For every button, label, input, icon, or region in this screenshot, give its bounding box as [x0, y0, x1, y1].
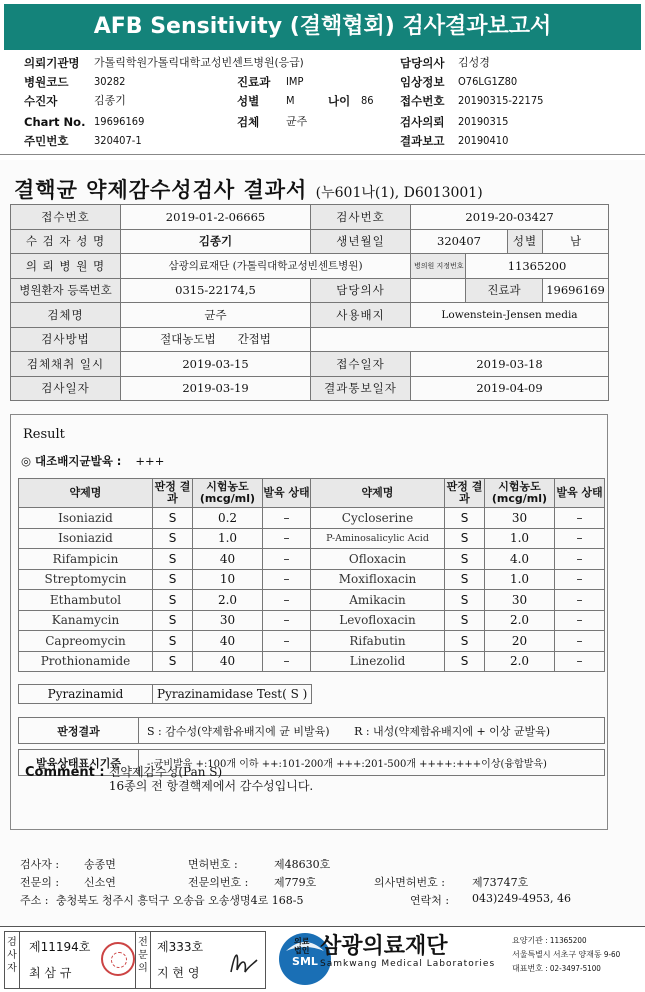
growth-criteria-value: -:균비발육 +:100개 이하 ++:101-200개 +++:201-500개 ++++:+++이상(융합발육) — [139, 750, 605, 776]
hospital-value: 삼광의료재단 (가톨릭대학교성빈센트병원) — [121, 254, 411, 279]
drug-conc-cell: 1.0 — [485, 569, 555, 590]
table-row — [19, 631, 605, 652]
drug-result-cell: S — [153, 528, 193, 549]
drug-result-cell: S — [445, 528, 485, 549]
table-row — [19, 685, 312, 704]
drug-result-cell: S — [153, 508, 193, 529]
hospital-code-value: 30282 — [94, 75, 126, 88]
drug-conc-cell: 30 — [485, 508, 555, 529]
drug-name-cell: Capreomycin — [19, 631, 153, 652]
pyrazinamide-row — [18, 684, 312, 704]
sex-cell-value: 남 — [543, 229, 609, 254]
org-address: 서울특별시 서초구 양재동 9-60 — [512, 950, 621, 959]
drug-name-cell: Rifabutin — [311, 631, 445, 652]
method-value — [121, 327, 311, 352]
drug-table-header — [19, 479, 605, 508]
table-row — [11, 327, 609, 352]
header-info — [24, 54, 634, 150]
drug-growth-cell: – — [555, 631, 605, 652]
contact-value: 043)249-4953, 46 — [472, 892, 571, 905]
report-heading-code: (누601나(1), D6013001) — [315, 185, 483, 201]
drug-conc-cell: 30 — [485, 590, 555, 611]
judge-label: 판정결과 — [19, 718, 139, 744]
receipt-value: 20190315-22175 — [458, 94, 544, 107]
report-date-value: 20190410 — [458, 134, 509, 147]
judge-r: R : 내성(약제함유배지에 + 이상 균발육) — [354, 724, 551, 738]
growth-criteria-label: 발육상태표시기준 — [19, 750, 139, 776]
comment-section — [25, 765, 313, 793]
age-value: 86 — [361, 94, 374, 107]
method-blank — [311, 327, 609, 352]
drug-result-cell: S — [153, 610, 193, 631]
judge-s: S : 감수성(약제함유배지에 균 비발육) — [147, 724, 330, 738]
drug-result-cell: S — [153, 590, 193, 611]
drug-name-cell: Cycloserine — [311, 508, 445, 529]
method-label: 검사방법 — [11, 327, 121, 352]
ssn-value: 320407-1 — [94, 134, 142, 147]
drug-name-cell: Kanamycin — [19, 610, 153, 631]
tested-label: 검사일자 — [11, 376, 121, 401]
comment-text — [109, 765, 313, 793]
notified-label: 결과통보일자 — [311, 376, 411, 401]
dept-cell-value: 19696169 — [543, 278, 609, 303]
drug-name-cell: Moxifloxacin — [311, 569, 445, 590]
drug-result-cell: S — [445, 508, 485, 529]
table-row — [19, 718, 605, 744]
drug-result-cell: S — [445, 631, 485, 652]
table-row — [19, 508, 605, 529]
institution-label: 의뢰기관명 — [24, 56, 80, 70]
institution-value: 가톨릭학원가톨릭대학교성빈센트병원(응급) — [94, 56, 304, 69]
patient-info-table — [10, 204, 609, 401]
clinical-value: O76LG1Z80 — [458, 75, 518, 88]
drug-growth-cell: – — [263, 528, 311, 549]
drug-growth-cell: – — [555, 508, 605, 529]
collect-label: 검체채취 일시 — [11, 352, 121, 377]
drug-result-cell: S — [445, 569, 485, 590]
drug-name-cell: Streptomycin — [19, 569, 153, 590]
drug-growth-cell: – — [263, 651, 311, 672]
signature-icon — [223, 942, 263, 982]
drug-table-body — [19, 508, 605, 672]
signature-box — [4, 931, 266, 989]
drug-result-cell: S — [445, 610, 485, 631]
doctor-label: 담당의사 — [400, 56, 445, 70]
drug-name-cell: Rifampicin — [19, 549, 153, 570]
tested-value: 2019-03-19 — [121, 376, 311, 401]
clinical-label: 임상정보 — [400, 75, 445, 89]
request-label: 검사의뢰 — [400, 115, 445, 129]
request-value: 20190315 — [458, 115, 509, 128]
patient-label: 수진자 — [24, 94, 58, 108]
specialist-box-name: 지 현 영 — [157, 966, 200, 980]
result-label: Result — [23, 427, 65, 442]
header-divider — [0, 154, 645, 155]
doctor-cell-value — [411, 278, 466, 303]
table-row — [19, 590, 605, 611]
doctor-value: 김성경 — [458, 56, 490, 69]
tester-label: 검사자 : — [20, 858, 60, 871]
reg-label: 병원환자 등록번호 — [11, 278, 121, 303]
drug-name-cell: Ethambutol — [19, 590, 153, 611]
drug-conc-cell: 10 — [193, 569, 263, 590]
sex-cell-label: 성별 — [508, 229, 543, 254]
specialist-name: 신소연 — [84, 876, 116, 889]
drug-conc-cell: 2.0 — [485, 651, 555, 672]
drug-conc-cell: 2.0 — [193, 590, 263, 611]
col-result-right: 판정 결과 — [445, 479, 485, 508]
logo-text: SML — [292, 955, 318, 968]
birth-value: 320407 — [411, 229, 508, 254]
drug-conc-cell: 1.0 — [485, 528, 555, 549]
report-heading-text: 결핵균 약제감수성검사 결과서 — [14, 177, 308, 202]
table-row — [19, 549, 605, 570]
org-name: 삼광의료재단 — [320, 934, 448, 959]
col-result-left: 판정 결과 — [153, 479, 193, 508]
drug-conc-cell: 0.2 — [193, 508, 263, 529]
drug-growth-cell: – — [263, 631, 311, 652]
tester-box-name: 최 삼 규 — [29, 966, 72, 980]
reg-value: 0315-22174,5 — [121, 278, 311, 303]
col-growth-right: 발육 상태 — [555, 479, 605, 508]
col-conc-left: 시험농도 (mcg/ml) — [193, 479, 263, 508]
drug-growth-cell: – — [555, 651, 605, 672]
control-culture-value: +++ — [135, 454, 165, 468]
method-indirect: 간접법 — [237, 332, 271, 347]
drug-result-cell: S — [153, 549, 193, 570]
drug-name-cell: Prothionamide — [19, 651, 153, 672]
drug-conc-cell: 30 — [193, 610, 263, 631]
report-date-label: 결과보고 — [400, 134, 445, 148]
address-label: 주소 : — [20, 894, 49, 907]
drug-name-cell: Isoniazid — [19, 508, 153, 529]
specimen-cell-value: 균주 — [121, 303, 311, 328]
org-prefix: 의료 법인 — [294, 937, 310, 955]
table-row — [11, 352, 609, 377]
drug-name-cell: P-Aminosalicylic Acid — [311, 528, 445, 549]
drug-name-cell: Levofloxacin — [311, 610, 445, 631]
doctor-license-label: 의사면허번호 : — [374, 876, 445, 889]
receipt-no-label: 접수번호 — [11, 205, 121, 230]
chart-label: Chart No. — [24, 115, 86, 129]
table-row — [11, 376, 609, 401]
medium-label: 사용배지 — [311, 303, 411, 328]
dept-cell-label: 진료과 — [466, 278, 543, 303]
table-row — [11, 254, 609, 279]
drug-growth-cell: – — [555, 590, 605, 611]
sex-value: M — [286, 94, 295, 107]
table-row — [19, 528, 605, 549]
tester-license-label: 면허번호 : — [188, 858, 238, 871]
drug-growth-cell: – — [263, 590, 311, 611]
received-value: 2019-03-18 — [411, 352, 609, 377]
drug-growth-cell: – — [263, 610, 311, 631]
judge-value — [139, 718, 605, 744]
drug-conc-cell: 4.0 — [485, 549, 555, 570]
tester-license-value: 제48630호 — [274, 858, 331, 871]
pza-result: Pyrazinamidase Test( S ) — [153, 685, 312, 704]
report-title-bar: AFB Sensitivity (결핵협회) 검사결과보고서 — [4, 4, 641, 50]
report-heading — [14, 174, 483, 204]
drug-name-cell: Amikacin — [311, 590, 445, 611]
drug-conc-cell: 40 — [193, 631, 263, 652]
tester-name: 송종면 — [84, 858, 116, 871]
hospital-code-cell-value: 11365200 — [466, 254, 609, 279]
drug-growth-cell: – — [263, 569, 311, 590]
control-culture-label: ◎ 대조배지균발육 : — [21, 454, 122, 468]
drug-sensitivity-table — [18, 478, 605, 672]
test-no-value: 2019-20-03427 — [411, 205, 609, 230]
org-english-name: Samkwang Medical Laboratories — [320, 959, 496, 969]
name-label: 수 검 자 성 명 — [11, 229, 121, 254]
table-row — [11, 229, 609, 254]
seal-stamp-icon — [101, 942, 135, 976]
hospital-label: 의 뢰 병 원 명 — [11, 254, 121, 279]
drug-growth-cell: – — [555, 569, 605, 590]
scanned-report — [0, 160, 645, 930]
age-label: 나이 — [328, 94, 351, 108]
drug-name-cell: Linezolid — [311, 651, 445, 672]
table-row — [19, 610, 605, 631]
specialist-no-value: 제779호 — [274, 876, 317, 889]
collect-value: 2019-03-15 — [121, 352, 311, 377]
dept-label: 진료과 — [237, 75, 271, 89]
dept-value: IMP — [286, 75, 304, 88]
received-label: 접수일자 — [311, 352, 411, 377]
specimen-label: 검체 — [237, 115, 260, 129]
drug-result-cell: S — [445, 651, 485, 672]
drug-conc-cell: 1.0 — [193, 528, 263, 549]
name-value: 김종기 — [121, 229, 311, 254]
comment-line-2: 16종의 전 항결핵제에서 감수성입니다. — [108, 779, 314, 793]
receipt-label: 접수번호 — [400, 94, 445, 108]
drug-conc-cell: 2.0 — [485, 610, 555, 631]
drug-result-cell: S — [445, 590, 485, 611]
drug-growth-cell: – — [555, 528, 605, 549]
org-phone: 대표번호 : 02-3497-5100 — [512, 964, 601, 973]
specialist-no-label: 전문의번호 : — [188, 876, 249, 889]
ssn-label: 주민번호 — [24, 134, 69, 148]
table-row — [11, 278, 609, 303]
specimen-value: 균주 — [286, 115, 308, 128]
table-row — [19, 569, 605, 590]
medium-value: Lowenstein-Jensen media — [411, 303, 609, 328]
hospital-code-cell-label: 병의원 지정번호 — [411, 254, 466, 279]
col-growth-left: 발육 상태 — [263, 479, 311, 508]
hospital-code-label: 병원코드 — [24, 75, 69, 89]
col-drug-name-left: 약제명 — [19, 479, 153, 508]
drug-growth-cell: – — [555, 549, 605, 570]
notified-value: 2019-04-09 — [411, 376, 609, 401]
drug-conc-cell: 20 — [485, 631, 555, 652]
signature-area — [0, 926, 645, 992]
result-section — [10, 414, 608, 830]
drug-result-cell: S — [445, 549, 485, 570]
specialist-label: 전문의 : — [20, 876, 60, 889]
address-value: 충청북도 청주시 흥덕구 오송읍 오송생명4로 168-5 — [56, 894, 304, 907]
pza-name: Pyrazinamid — [19, 685, 153, 704]
control-culture-line — [21, 453, 164, 469]
method-absolute: 절대농도법 — [160, 332, 216, 347]
specimen-cell-label: 검체명 — [11, 303, 121, 328]
drug-conc-cell: 40 — [193, 549, 263, 570]
drug-result-cell: S — [153, 631, 193, 652]
test-no-label: 검사번호 — [311, 205, 411, 230]
sex-label: 성별 — [237, 94, 260, 108]
col-drug-name-right: 약제명 — [311, 479, 445, 508]
drug-growth-cell: – — [263, 549, 311, 570]
tester-box-label: 검사자 — [4, 931, 20, 989]
drug-name-cell: Isoniazid — [19, 528, 153, 549]
col-conc-right: 시험농도 (mcg/ml) — [485, 479, 555, 508]
drug-conc-cell: 40 — [193, 651, 263, 672]
drug-result-cell: S — [153, 569, 193, 590]
drug-growth-cell: – — [263, 508, 311, 529]
table-row — [11, 303, 609, 328]
specialist-box-number: 제333호 — [157, 940, 204, 954]
receipt-no-value: 2019-01-2-06665 — [121, 205, 311, 230]
doctor-cell-label: 담당의사 — [311, 278, 411, 303]
patient-value: 김종기 — [94, 94, 126, 107]
doctor-license-value: 제73747호 — [472, 876, 529, 889]
table-row — [19, 651, 605, 672]
tester-box-number: 제11194호 — [29, 940, 91, 954]
table-row — [11, 205, 609, 230]
drug-name-cell: Ofloxacin — [311, 549, 445, 570]
contact-label: 연락처 : — [410, 894, 450, 907]
comment-label: Comment : — [25, 765, 105, 780]
drug-growth-cell: – — [555, 610, 605, 631]
specialist-box-label: 전문의 — [135, 931, 151, 989]
drug-result-cell: S — [153, 651, 193, 672]
comment-line-1: 전약제감수성(Pan S) — [108, 765, 223, 779]
birth-label: 생년월일 — [311, 229, 411, 254]
chart-value: 19696169 — [94, 115, 145, 128]
org-code: 요양기관 : 11365200 — [512, 936, 587, 945]
